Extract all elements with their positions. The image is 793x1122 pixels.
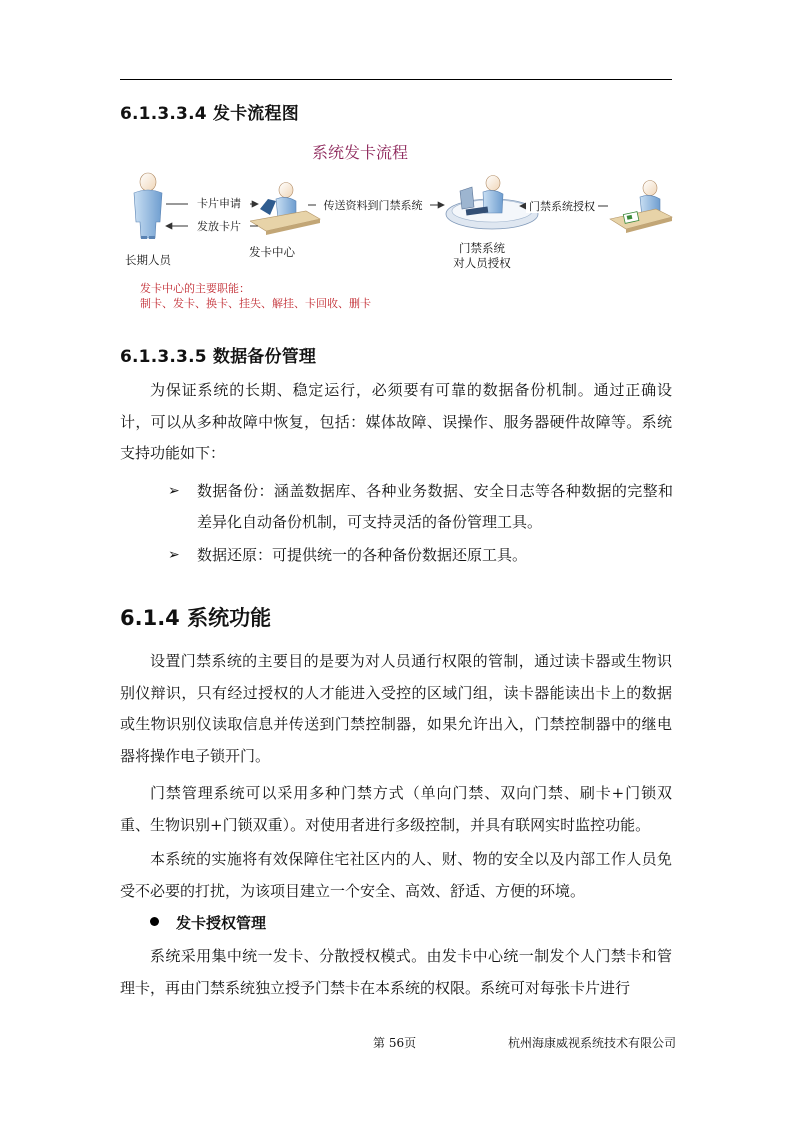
label-send-data: 传送资料到门禁系统 [323, 199, 423, 212]
section-heading-backup: 6.1.3.3.5 数据备份管理 [120, 347, 317, 367]
system-paragraph-1: 设置门禁系统的主要目的是要为对人员通行权限的管制，通过读卡器或生物识别仪辩识，只有经过授权的人才能进入受控的区域门组，读卡器能读出卡上的数据或生物识别仪读取信息并传送到门禁控制器，如果允许出入，门禁控制器中的继电器将操作电子锁开门。 [120, 652, 672, 765]
backup-intro-paragraph: 为保证系统的长期、稳定运行，必须要有可靠的数据备份机制。通过正确设计，可以从多种故障中恢复，包括：媒体故障、误操作、服务器硬件故障等。系统支持功能如下： [120, 381, 672, 462]
bullet-text: 数据备份：涵盖数据库、各种业务数据、安全日志等各种数据的完整和差异化自动备份机制，可支持灵活的备份管理工具。 [197, 482, 673, 531]
arrow-bullet-icon: ➢ [168, 547, 180, 563]
label-card-request: 卡片申请 [197, 197, 241, 210]
access-system-figure [446, 176, 538, 230]
label-card-issue: 发放卡片 [197, 220, 241, 233]
diagram-note-line2: 制卡、发卡、换卡、挂失、解挂、卡回收、删卡 [140, 297, 371, 310]
diagram-note-line1: 发卡中心的主要职能： [140, 282, 250, 295]
footer-company: 杭州海康威视系统技术有限公司 [508, 1036, 677, 1050]
arrow-bullet-icon: ➢ [168, 483, 180, 499]
system-paragraph-4: 系统采用集中统一发卡、分散授权模式。由发卡中心统一制发个人门禁卡和管理卡，再由门禁系统独立授予门禁卡在本系统的权限。系统可对每张卡片进行 [120, 947, 672, 997]
sub-heading-text: 发卡授权管理 [176, 914, 267, 932]
issue-center-figure [250, 183, 320, 236]
label-access-auth: 门禁系统授权 [529, 200, 595, 213]
bullet-dot-icon [150, 917, 159, 926]
actor-issue-center: 发卡中心 [249, 245, 295, 259]
access-authorizer-figure [610, 181, 672, 234]
system-paragraph-2: 门禁管理系统可以采用多种门禁方式（单向门禁、双向门禁、刷卡+门锁双重、生物识别+门锁双重）。对使用者进行多级控制，并具有联网实时监控功能。 [120, 784, 672, 834]
card-issue-flow-diagram [110, 135, 680, 315]
bullet-text: 数据还原：可提供统一的各种备份数据还原工具。 [197, 546, 528, 564]
page-number: 第 56页 [373, 1036, 417, 1050]
system-paragraph-3: 本系统的实施将有效保障住宅社区内的人、财、物的安全以及内部工作人员免受不必要的打扰，为该项目建立一个安全、高效、舒适、方便的环境。 [120, 850, 672, 900]
actor-access-line1: 门禁系统 [459, 241, 505, 255]
section-heading-system-functions: 6.1.4 系统功能 [120, 606, 272, 630]
header-rule [120, 79, 672, 80]
section-heading-issue-flow: 6.1.3.3.4 发卡流程图 [120, 104, 299, 124]
actor-access-line2: 对人员授权 [453, 256, 511, 270]
actor-long-term: 长期人员 [125, 253, 171, 267]
long-term-person-figure [134, 173, 162, 239]
diagram-title: 系统发卡流程 [311, 143, 409, 162]
